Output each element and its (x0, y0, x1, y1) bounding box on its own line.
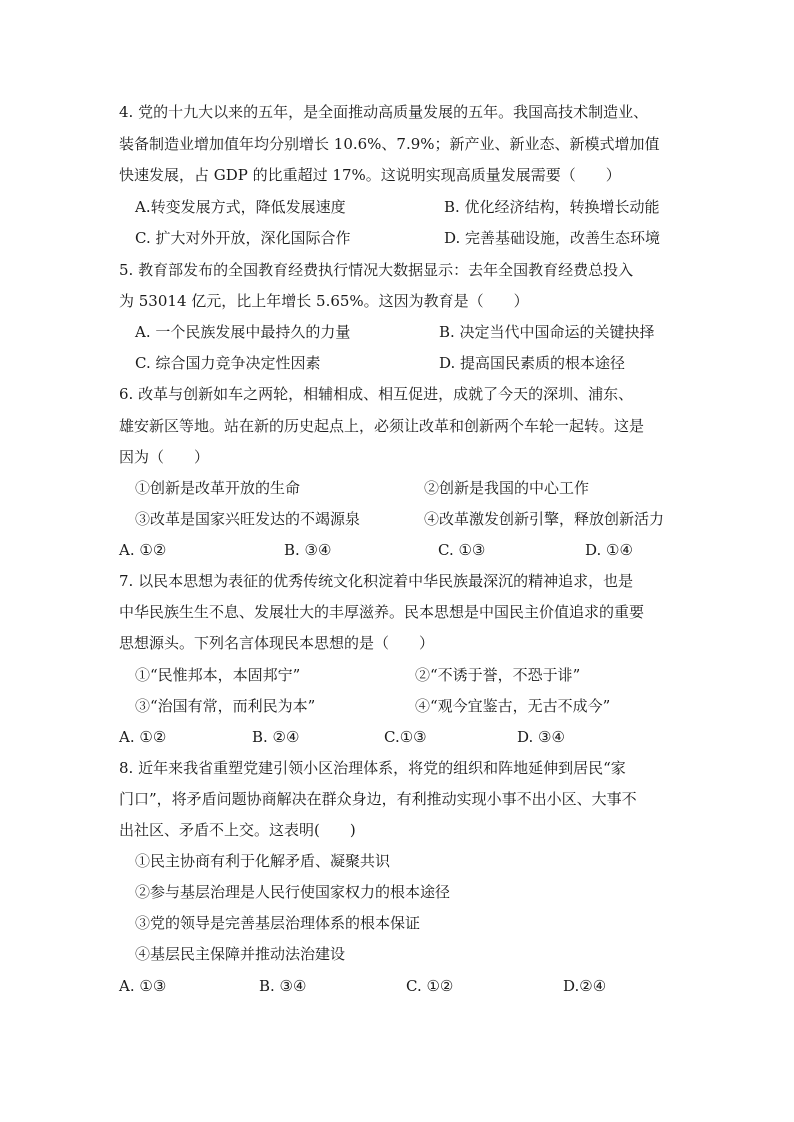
q8-option-a: A. ①③ (119, 977, 167, 995)
q6-statement-2: ②创新是我国的中心工作 (424, 479, 590, 497)
q8-statement-3: ③党的领导是完善基层治理体系的根本保证 (135, 914, 421, 932)
q8-stem-line-3: 出社区、矛盾不上交。这表明( ) (119, 821, 356, 839)
q6-statement-3: ③改革是国家兴旺发达的不竭源泉 (135, 510, 361, 528)
q6-option-d: D. ①④ (585, 541, 633, 559)
q7-statement-3: ③“治国有常，而利民为本” (135, 697, 316, 715)
q8-stem-line-1: 8. 近年来我省重塑党建引领小区治理体系，将党的组织和阵地延伸到居民“家 (119, 759, 626, 777)
q4-option-c: C. 扩大对外开放，深化国际合作 (135, 229, 351, 247)
q8-option-b: B. ③④ (259, 977, 307, 995)
q8-statement-4: ④基层民主保障并推动法治建设 (135, 945, 346, 963)
q8-option-d: D.②④ (563, 977, 607, 995)
q6-statement-4: ④改革激发创新引擎，释放创新活力 (424, 510, 665, 528)
q6-option-a: A. ①② (119, 541, 167, 559)
q5-option-d: D. 提高国民素质的根本途径 (439, 354, 626, 372)
q4-option-b: B. 优化经济结构，转换增长动能 (444, 198, 660, 216)
q4-stem-line-1: 4. 党的十九大以来的五年，是全面推动高质量发展的五年。我国高技术制造业、 (119, 103, 649, 121)
q5-option-c: C. 综合国力竞争决定性因素 (135, 354, 321, 372)
q7-statement-1: ①“民惟邦本，本固邦宁” (135, 666, 301, 684)
q6-option-b: B. ③④ (284, 541, 332, 559)
q4-option-a: A.转变发展方式，降低发展速度 (135, 198, 346, 216)
q5-stem-line-2: 为 53014 亿元，比上年增长 5.65%。这因为教育是（ ） (119, 292, 529, 310)
q8-stem-line-2: 门口”，将矛盾问题协商解决在群众身边，有利推动实现小事不出小区、大事不 (119, 790, 637, 808)
q8-option-c: C. ①② (406, 977, 454, 995)
q7-option-d: D. ③④ (517, 728, 565, 746)
q7-stem-line-1: 7. 以民本思想为表征的优秀传统文化积淀着中华民族最深沉的精神追求，也是 (119, 572, 634, 590)
q7-statement-2: ②“不诱于誉，不恐于诽” (415, 666, 581, 684)
q6-stem-line-1: 6. 改革与创新如车之两轮，相辅相成、相互促进，成就了今天的深圳、浦东、 (119, 385, 634, 403)
q5-option-a: A. 一个民族发展中最持久的力量 (135, 323, 351, 341)
q6-statement-1: ①创新是改革开放的生命 (135, 479, 301, 497)
q4-stem-line-2: 装备制造业增加值年均分别增长 10.6%、7.9%；新产业、新业态、新模式增加值 (119, 135, 660, 153)
q7-stem-line-2: 中华民族生生不息、发展壮大的丰厚滋养。民本思想是中国民主价值追求的重要 (119, 603, 645, 621)
q7-option-b: B. ②④ (252, 728, 300, 746)
q7-stem-line-3: 思想源头。下列名言体现民本思想的是（ ） (119, 634, 435, 652)
q4-stem-line-3: 快速发展，占 GDP 的比重超过 17%。这说明实现高质量发展需要（ ） (119, 166, 621, 184)
q8-statement-2: ②参与基层治理是人民行使国家权力的根本途径 (135, 883, 451, 901)
q6-option-c: C. ①③ (438, 541, 486, 559)
q5-stem-line-1: 5. 教育部发布的全国教育经费执行情况大数据显示：去年全国教育经费总投入 (119, 261, 634, 279)
q7-statement-4: ④“观今宜鉴古，无古不成今” (415, 697, 611, 715)
q8-statement-1: ①民主协商有利于化解矛盾、凝聚共识 (135, 852, 391, 870)
q5-option-b: B. 决定当代中国命运的关键抉择 (439, 323, 655, 341)
q6-stem-line-2: 雄安新区等地。站在新的历史起点上，必须让改革和创新两个车轮一起转。这是 (119, 417, 645, 435)
q4-option-d: D. 完善基础设施，改善生态环境 (444, 229, 661, 247)
q7-option-c: C.①③ (384, 728, 427, 746)
q6-stem-line-3: 因为（ ） (119, 448, 210, 466)
q7-option-a: A. ①② (119, 728, 167, 746)
